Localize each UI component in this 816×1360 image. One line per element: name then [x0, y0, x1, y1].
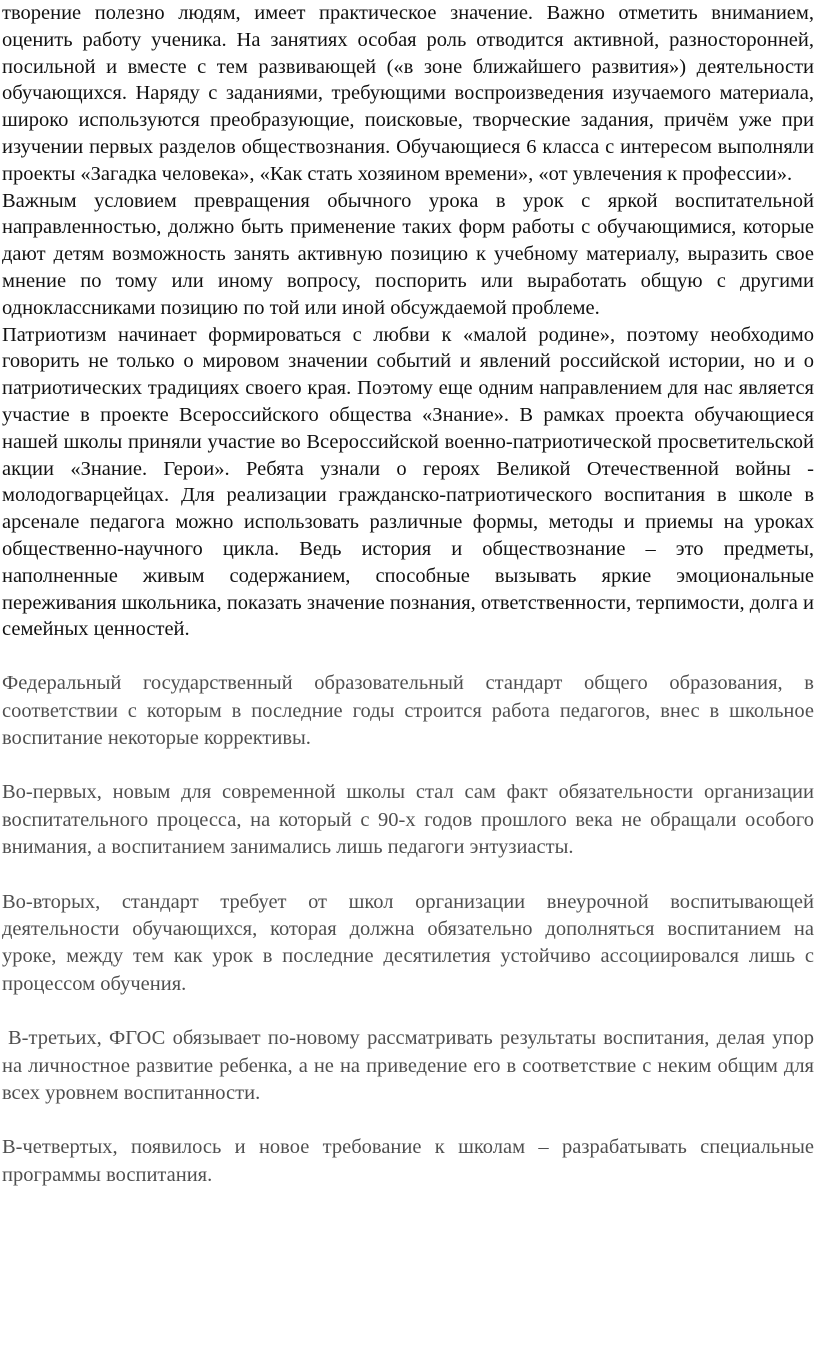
paragraph-spacer — [2, 752, 814, 779]
paragraph-third-point: В-третьих, ФГОС обязывает по-новому рассматривать результаты воспитания, делая упор на личностное развитие ребенка, а не на приведение его в соответствие с неким общим для всех уровнем воспитанности. — [2, 1027, 814, 1104]
paragraph-second-point: Во-вторых, стандарт требует от школ организации внеурочной воспитывающей деятельности обучающихся, которая должна обязательно дополняться воспитанием на уроке, между тем как урок в последние десятилетия устойчиво ассоциировался лишь с процессом обучения. — [2, 890, 814, 995]
paragraph-first-point: Во-первых, новым для современной школы стал сам факт обязательности организации воспитательного процесса, на который с 90-х годов прошлого века не обращали особого внимания, а воспитанием занимались лишь педагоги энтузиасты. — [2, 781, 814, 859]
paragraph-spacer — [2, 862, 814, 889]
paragraph-spacer — [2, 643, 814, 670]
paragraph-creative-work: творение полезно людям, имеет практическое значение. Важно отметить вниманием, оценить работу ученика. На занятиях особая роль отводится активной, разносторонней, посильной и вместе с тем развивающей («в зоне ближайшего развития») деятельности обучающихся. Наряду с заданиями, требующими воспроизведения изучаемого материала, широко используются преобразующие, поисковые, творческие задания, причём уже при изучении первых разделов обществознания. Обучающиеся 6 класса с интересом выполняли проекты «Загадка человека», «Как стать хозяином времени», «от увлечения к профессии». — [2, 2, 814, 185]
paragraph-lesson-conditions: Важным условием превращения обычного урока в урок с яркой воспитательной направленностью, должно быть применение таких форм работы с обучающимися, которые дают детям возможность занять активную позицию к учебному материалу, выразить свое мнение по тому или иному вопросу, поспорить или выработать общую с другими одноклассниками позицию по той или иной обсуждаемой проблеме. — [2, 189, 814, 319]
paragraph-spacer — [2, 1107, 814, 1134]
paragraph-fourth-point: В-четвертых, появилось и новое требование к школам – разрабатывать специальные программы воспитания. — [2, 1136, 814, 1186]
paragraph-fgos-intro: Федеральный государственный образовательный стандарт общего образования, в соответствии с которым в последние годы строится работа педагогов, внес в школьное воспитание некоторые коррективы. — [2, 672, 814, 749]
paragraph-patriotism: Патриотизм начинает формироваться с любви к «малой родине», поэтому необходимо говорить не только о мировом значении событий и явлений российской истории, но и о патриотических традициях своего края. Поэтому еще одним направлением для нас является участие в проекте Всероссийского общества «Знание». В рамках проекта обучающиеся нашей школы приняли участие во Всероссийской военно-патриотической просветительской акции «Знание. Герои». Ребята узнали о героях Великой Отечественной войны - молодогварцейцах. Для реализации гражданско-патриотического воспитания в школе в арсенале педагога можно использовать различные формы, методы и приемы на уроках общественно-научного цикла. Ведь история и обществознание – это предметы, наполненные живым содержанием, способные вызывать яркие эмоциональные переживания школьника, показать значение познания, ответственности, терпимости, долга и семейных ценностей. — [2, 323, 814, 641]
paragraph-spacer — [2, 998, 814, 1025]
